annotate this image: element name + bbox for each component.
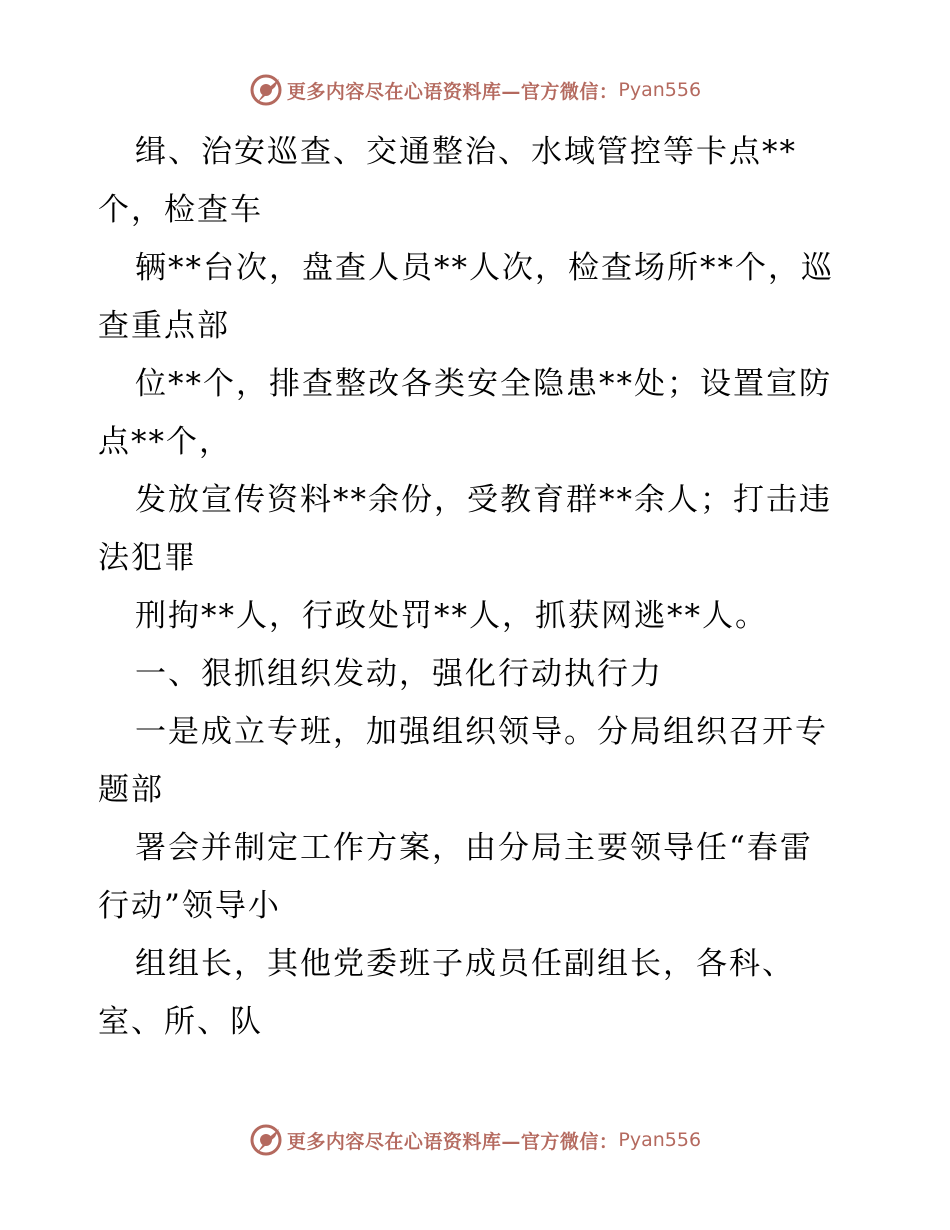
pen-logo-icon (249, 73, 283, 107)
header-banner-text: 更多内容尽在心语资料库—官方微信： (286, 80, 619, 103)
text-line: 署会并制定工作方案，由分局主要领导任“春雷 (135, 830, 813, 866)
text-line: 发放宣传资料**余份，受教育群**余人；打击违 (135, 482, 832, 518)
text-line: 组组长，其他党委班子成员任副组长，各科、 (135, 946, 795, 982)
text-line: 位**个，排查整改各类安全隐患**处；设置宣防 (135, 366, 832, 402)
text-line: 室、所、队 (98, 1004, 263, 1040)
document-body (98, 123, 858, 1051)
text-line: 辆**台次，盘查人员**人次，检查场所**个，巡 (135, 250, 834, 286)
text-line: 刑拘**人，行政处罚**人，抓获网逃**人。 (135, 598, 768, 634)
header-watermark-banner (0, 70, 950, 110)
text-line: 查重点部 (98, 308, 230, 344)
section-heading: 一、狠抓组织发动，强化行动执行力 (135, 656, 663, 692)
footer-banner-wechat: Pyan556 (618, 1129, 702, 1151)
pen-logo-icon (249, 1123, 283, 1157)
text-line: 题部 (98, 772, 164, 808)
footer-banner-text: 更多内容尽在心语资料库—官方微信： (286, 1130, 619, 1153)
header-banner-wechat: Pyan556 (618, 79, 702, 101)
text-line: 点**个， (98, 424, 232, 460)
text-line: 一是成立专班，加强组织领导。分局组织召开专 (135, 714, 828, 750)
text-line: 个，检查车 (98, 192, 263, 228)
text-line: 法犯罪 (98, 540, 197, 576)
text-line: 缉、治安巡查、交通整治、水域管控等卡点** (135, 134, 797, 170)
footer-watermark-banner (0, 1120, 950, 1160)
text-line: 行动”领导小 (98, 888, 281, 924)
